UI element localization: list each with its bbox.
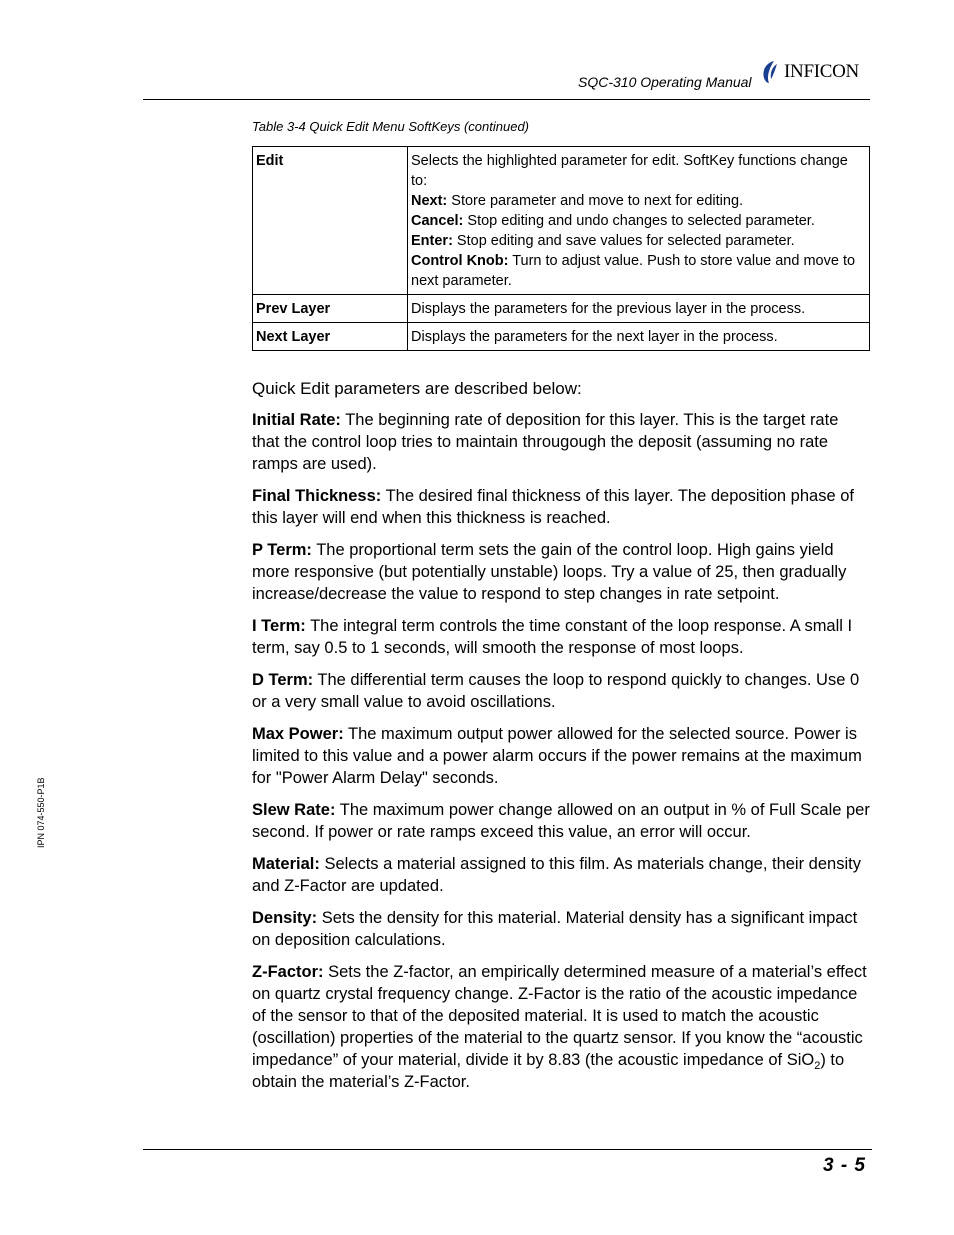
table-caption: Table 3-4 Quick Edit Menu SoftKeys (continued) [252, 119, 529, 134]
param-text: The differential term causes the loop to respond quickly to changes. Use 0 or a very small value to avoid oscillations. [252, 671, 860, 711]
intro-text: Quick Edit parameters are described below: [252, 379, 582, 398]
param-term: Z-Factor: [252, 963, 324, 981]
edit-sub-item [411, 211, 866, 231]
edit-sub-item [411, 191, 866, 211]
sub-item-label: Cancel: [411, 213, 464, 229]
edit-sub-item [411, 231, 866, 251]
param-term: Final Thickness: [252, 487, 382, 505]
edit-sub-item [411, 251, 866, 291]
param-material [252, 853, 870, 897]
param-max-power [252, 723, 870, 789]
softkey-description [408, 147, 870, 295]
logo-text: INFICON [784, 61, 859, 82]
sub-item-label: Next: [411, 193, 448, 209]
param-term: Material: [252, 855, 320, 873]
param-text: Sets the Z-factor, an empirically determined measure of a material’s effect on quartz crystal frequency change. Z-Factor is the ratio of the acoustic impedance of the sensor to that of the deposited material. It is used to match the acoustic (oscillation) properties of the material to the quartz sensor. If you know the “acoustic impedance” of your material, divide it by 8.83 (the acoustic impedance of SiO [252, 963, 867, 1069]
param-initial-rate [252, 409, 870, 475]
param-text-tail: ) to obtain the material’s Z-Factor. [252, 1051, 845, 1091]
param-final-thickness [252, 485, 870, 529]
inficon-logo-icon [760, 60, 782, 84]
subscript: 2 [814, 1060, 821, 1072]
page-number: 3 - 5 [822, 1155, 866, 1176]
table-row [253, 147, 870, 295]
softkey-description: Displays the parameters for the next layer in the process. [408, 323, 870, 351]
document-code: IPN 074-550-P1B [36, 777, 46, 848]
softkey-name: Edit [253, 147, 408, 295]
param-d-term [252, 669, 870, 713]
param-text: The proportional term sets the gain of the control loop. High gains yield more responsive (but potentially unstable) loops. Try a value of 25, then gradually increase/decrease the value to respond to step changes in rate setpoint. [252, 541, 847, 603]
param-term: Slew Rate: [252, 801, 336, 819]
table-row [253, 323, 870, 351]
param-slew-rate [252, 799, 870, 843]
param-z-factor [252, 961, 870, 1093]
manual-title: SQC-310 Operating Manual [578, 74, 752, 90]
param-i-term [252, 615, 870, 659]
footer-divider [143, 1149, 872, 1150]
sub-item-label: Control Knob: [411, 253, 509, 269]
softkeys-table [252, 146, 870, 351]
parameter-descriptions [252, 378, 870, 1103]
header-divider [143, 99, 870, 100]
param-text: The integral term controls the time constant of the loop response. A small I term, say 0.5 to 1 seconds, will smooth the response of most loops. [252, 617, 853, 657]
softkey-name: Prev Layer [253, 295, 408, 323]
param-text: The beginning rate of deposition for this layer. This is the target rate that the control loop tries to maintain througough the deposit (assuming no rate ramps are used). [252, 411, 839, 473]
sub-item-text: Stop editing and undo changes to selected parameter. [463, 213, 815, 229]
sub-item-text: Turn to adjust value. Push to store value and move to next parameter. [411, 253, 856, 289]
param-p-term [252, 539, 870, 605]
param-term: Density: [252, 909, 318, 927]
param-density [252, 907, 870, 951]
softkey-name: Next Layer [253, 323, 408, 351]
param-term: D Term: [252, 671, 314, 689]
sub-item-text: Store parameter and move to next for editing. [447, 193, 744, 209]
edit-description: Selects the highlighted parameter for edit. SoftKey functions change to: [411, 153, 848, 189]
sub-item-text: Stop editing and save values for selected parameter. [452, 233, 795, 249]
table-row [253, 295, 870, 323]
param-text: Selects a material assigned to this film. As materials change, their density and Z-Factor are updated. [252, 855, 861, 895]
param-text: The maximum power change allowed on an output in % of Full Scale per second. If power or rate ramps exceed this value, an error will occur. [252, 801, 870, 841]
param-text: Sets the density for this material. Material density has a significant impact on deposition calculations. [252, 909, 858, 949]
param-text: The maximum output power allowed for the selected source. Power is limited to this value and a power alarm occurs if the power remains at the maximum for "Power Alarm Delay" seconds. [252, 725, 862, 787]
softkey-description: Displays the parameters for the previous layer in the process. [408, 295, 870, 323]
param-term: Max Power: [252, 725, 344, 743]
param-term: P Term: [252, 541, 312, 559]
inficon-logo [760, 58, 859, 86]
param-text: The desired final thickness of this layer. The deposition phase of this layer will end when this thickness is reached. [252, 487, 854, 527]
sub-item-label: Enter: [411, 233, 453, 249]
param-term: I Term: [252, 617, 306, 635]
param-term: Initial Rate: [252, 411, 341, 429]
